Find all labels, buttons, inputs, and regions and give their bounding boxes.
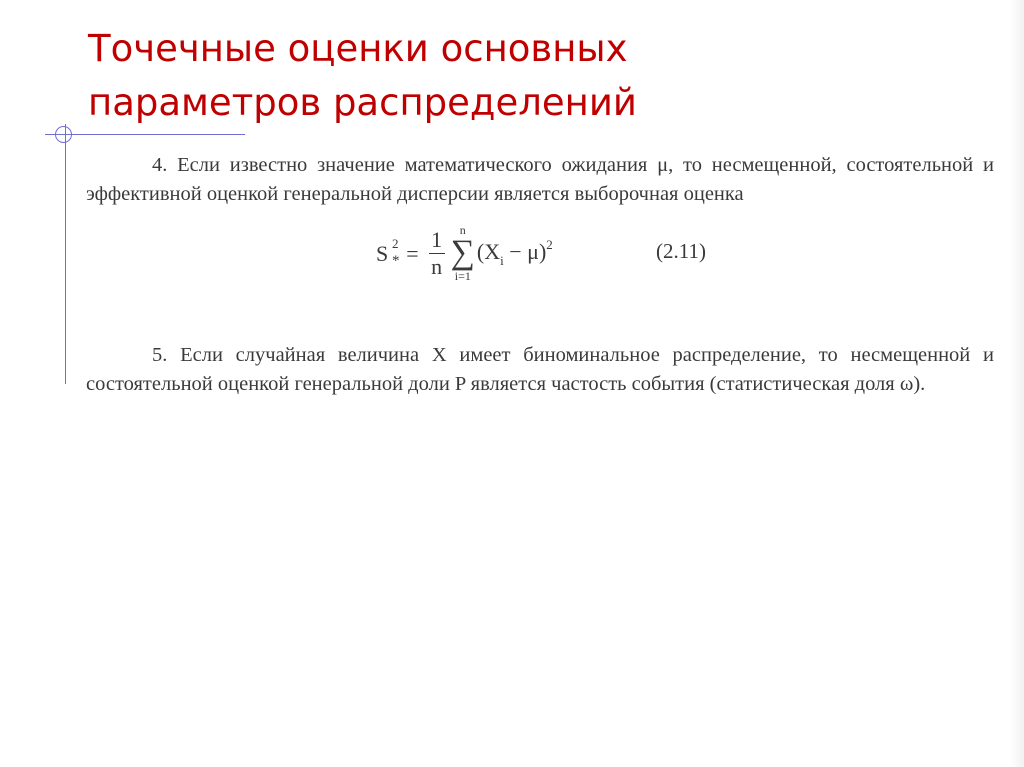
slide-edge-shadow xyxy=(1010,0,1024,767)
formula-lhs xyxy=(376,235,400,269)
formula-sum-sign: ∑ xyxy=(450,234,475,271)
formula-equals: = xyxy=(406,240,419,266)
formula-body xyxy=(477,237,553,269)
formula-summation xyxy=(451,224,475,282)
formula-power: 2 xyxy=(546,237,553,252)
decorative-vertical-line xyxy=(65,124,66,384)
formula-open-x: (X xyxy=(476,239,501,264)
formula-x-subscript: i xyxy=(500,253,504,268)
formula-lhs-subscript: * xyxy=(392,252,400,269)
decorative-circle-icon xyxy=(55,126,72,143)
equation-number: (2.11) xyxy=(656,239,706,263)
formula-minus-mu: − μ) xyxy=(503,239,547,264)
decorative-horizontal-line xyxy=(45,134,245,135)
slide-title-line-2: параметров распределений xyxy=(88,81,637,124)
formula-fraction-denominator: n xyxy=(431,253,443,279)
formula-row xyxy=(86,211,994,295)
formula-sum-lower-limit: i=1 xyxy=(454,269,471,283)
formula-fraction-numerator: 1 xyxy=(431,226,443,252)
formula-lhs-superscript: 2 xyxy=(392,235,399,251)
paragraph-5: 5. Если случайная величина X имеет биноминальное распределение, то несмещенной и состоятельной оценкой генеральной доли P является частость события (статистическая доля ω). xyxy=(86,344,994,395)
formula-lhs-symbol: S xyxy=(376,240,389,266)
formula-sum-upper-limit: n xyxy=(459,223,466,237)
document-content xyxy=(86,151,994,399)
formula-2-11 xyxy=(376,215,553,291)
slide-title xyxy=(88,22,788,130)
slide-title-line-1: Точечные оценки основных xyxy=(88,27,628,70)
formula-fraction xyxy=(429,227,445,280)
paragraph-4: 4. Если известно значение математического ожидания μ, то несмещенной, состоятельной и эффективной оценкой генеральной дисперсии является выборочная оценка xyxy=(86,154,994,205)
